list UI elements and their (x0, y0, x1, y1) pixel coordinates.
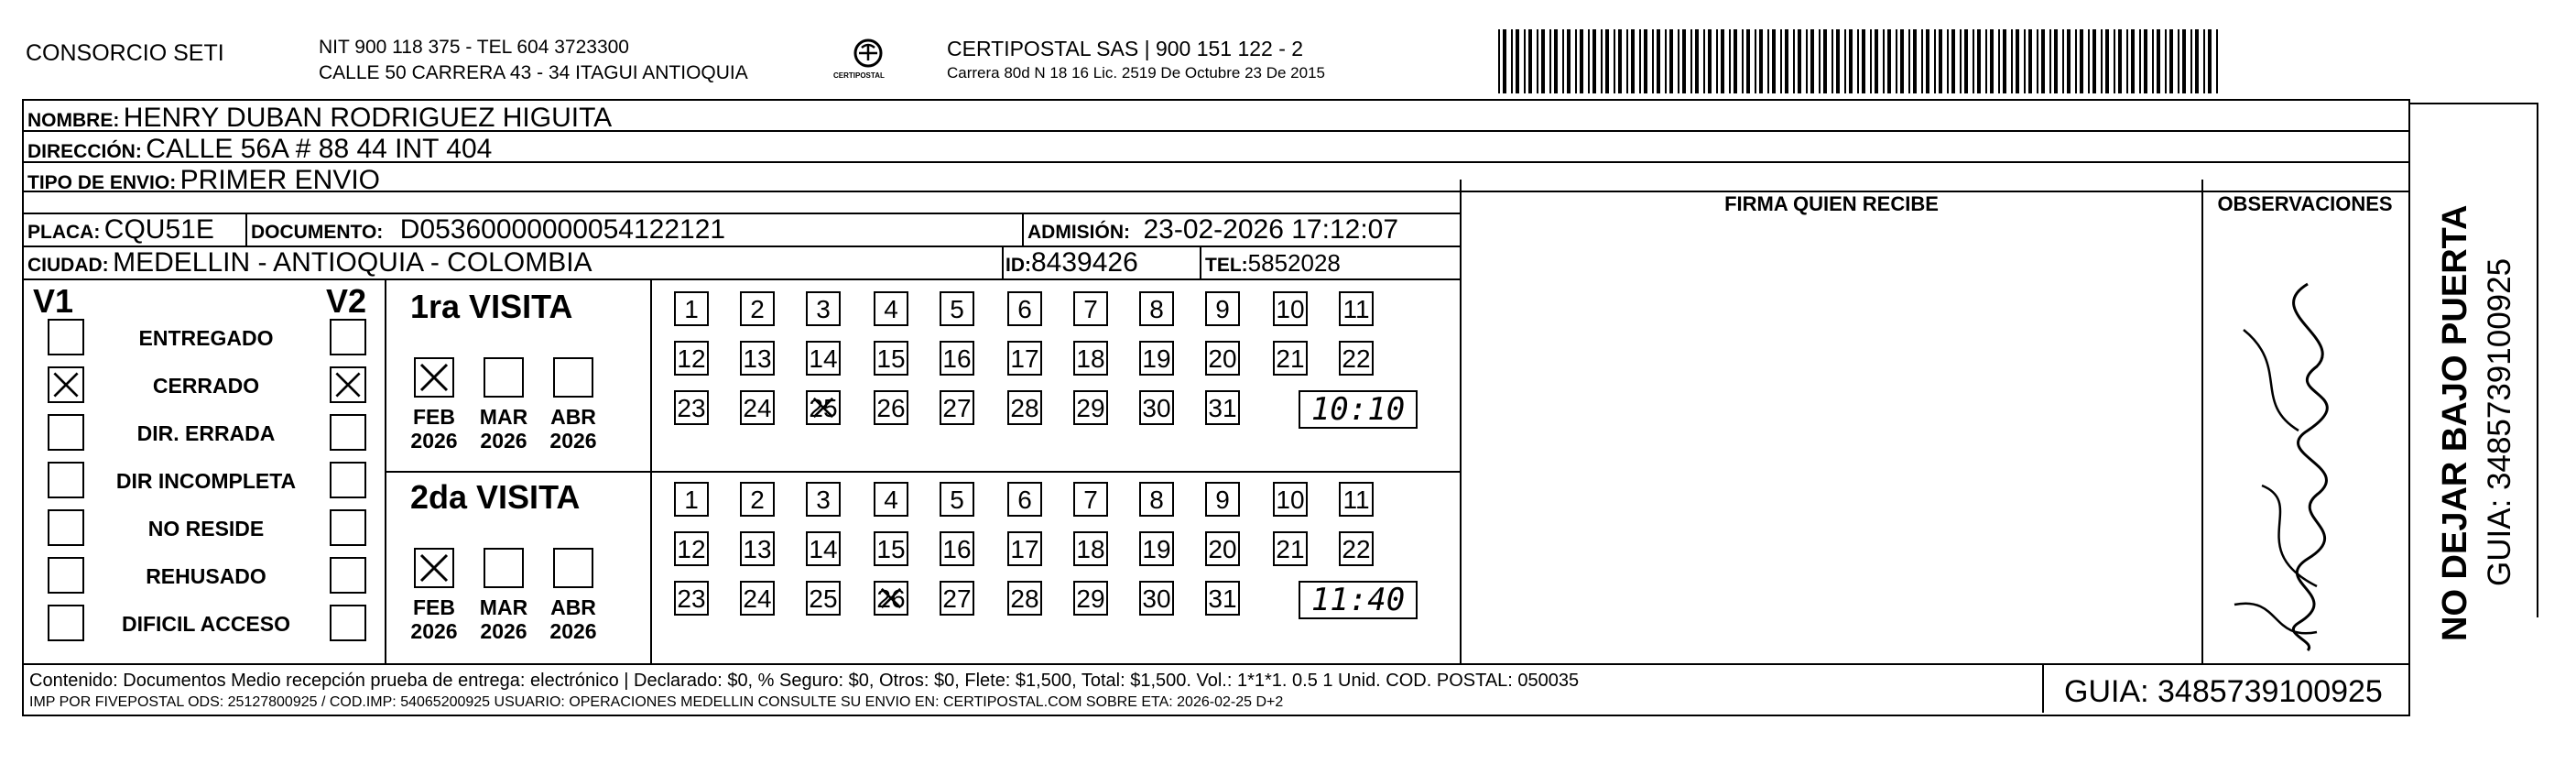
v1-checkbox[interactable] (48, 509, 84, 546)
status-label: ENTREGADO (138, 326, 274, 350)
month-year: 2026 (480, 429, 527, 453)
v2-checkbox[interactable] (330, 509, 366, 546)
day-box[interactable]: 2 (740, 291, 775, 326)
day-box[interactable]: 17 (1007, 531, 1042, 566)
documento-row (251, 214, 725, 246)
direccion-label: DIRECCIÓN: (27, 141, 142, 162)
day-box[interactable]: 1 (674, 291, 709, 326)
month-name: FEB (413, 405, 455, 429)
v2-checkbox[interactable] (330, 414, 366, 451)
day-box[interactable]: 7 (1073, 482, 1108, 517)
signature (2207, 256, 2399, 660)
admision-value: 23-02-2026 17:12:07 (1143, 214, 1399, 245)
day-box[interactable]: 15 (874, 531, 908, 566)
status-label: DIR. ERRADA (136, 421, 276, 445)
day-box[interactable]: 20 (1205, 531, 1240, 566)
month-name: ABR (550, 595, 596, 619)
month-year: 2026 (549, 429, 597, 453)
documento-value: D05360000000054122121 (399, 214, 726, 245)
day-box[interactable]: 4 (874, 291, 908, 326)
status-label: REHUSADO (146, 564, 266, 588)
tel-label: TEL: (1205, 255, 1248, 276)
day-box[interactable]: 30 (1139, 581, 1174, 616)
visit2-title: 2da VISITA (410, 478, 581, 516)
day-box[interactable]: 26 (874, 581, 908, 616)
day-box[interactable]: 21 (1273, 531, 1308, 566)
day-box[interactable]: 13 (740, 341, 775, 376)
day-box[interactable]: 23 (674, 390, 709, 425)
day-box[interactable]: 25 (806, 581, 841, 616)
day-box[interactable]: 25 (806, 390, 841, 425)
day-box[interactable]: 12 (674, 531, 709, 566)
status-label: DIFICIL ACCESO (121, 612, 290, 636)
firma-header: FIRMA QUIEN RECIBE (1724, 192, 1939, 215)
month-name: MAR (479, 595, 528, 619)
ciudad-row (27, 247, 592, 278)
day-box[interactable]: 15 (874, 341, 908, 376)
day-box[interactable]: 24 (740, 390, 775, 425)
placa-value: CQU51E (103, 214, 214, 245)
v1-checkbox[interactable] (48, 319, 84, 355)
month-year: 2026 (549, 619, 597, 643)
day-box[interactable]: 10 (1273, 482, 1308, 517)
day-box[interactable]: 28 (1007, 581, 1042, 616)
day-box[interactable]: 9 (1205, 482, 1240, 517)
day-box[interactable]: 20 (1205, 341, 1240, 376)
v1-checkbox[interactable] (48, 462, 84, 498)
day-box[interactable]: 29 (1073, 581, 1108, 616)
day-box[interactable]: 19 (1139, 531, 1174, 566)
nombre-value: HENRY DUBAN RODRIGUEZ HIGUITA (123, 103, 613, 133)
day-box[interactable]: 28 (1007, 390, 1042, 425)
day-box[interactable]: 14 (806, 341, 841, 376)
month-name: FEB (413, 595, 455, 619)
month-checkbox-feb[interactable] (414, 357, 454, 398)
footer-line2: IMP POR FIVEPOSTAL ODS: 25127800925 / COD.IMP: 54065200925 USUARIO: OPERACIONES MEDELLIN CONSULTE SU ENVIO EN: CERTIPOSTAL.COM SOBRE ETA: 2026-02-25 D+2 (29, 694, 1284, 710)
direccion-value: CALLE 56A # 88 44 INT 404 (146, 134, 493, 164)
month-year: 2026 (410, 619, 458, 643)
company-name: CONSORCIO SETI (26, 40, 224, 66)
month-label (546, 405, 601, 453)
id-row (1005, 247, 1138, 278)
day-box[interactable]: 1 (674, 482, 709, 517)
day-box[interactable]: 26 (874, 390, 908, 425)
nit-line: NIT 900 118 375 - TEL 604 3723300 (319, 37, 629, 58)
status-label: NO RESIDE (147, 517, 265, 540)
tipo-row (27, 165, 380, 196)
month-checkbox-feb[interactable] (414, 548, 454, 588)
month-checkbox-abr[interactable] (553, 357, 593, 398)
tel-row (1205, 249, 1341, 278)
month-checkbox-mar[interactable] (484, 357, 524, 398)
id-value: 8439426 (1031, 247, 1138, 278)
day-box[interactable]: 19 (1139, 341, 1174, 376)
v2-label: V2 (326, 282, 367, 320)
v2-checkbox[interactable] (330, 462, 366, 498)
v1-checkbox[interactable] (48, 605, 84, 641)
day-box[interactable]: 29 (1073, 390, 1108, 425)
certipostal-line: CERTIPOSTAL SAS | 900 151 122 - 2 (947, 37, 1304, 60)
day-box[interactable]: 8 (1139, 291, 1174, 326)
day-box[interactable]: 11 (1339, 482, 1374, 517)
v2-checkbox[interactable] (330, 605, 366, 641)
day-box[interactable]: 24 (740, 581, 775, 616)
id-label: ID: (1005, 255, 1031, 276)
no-dejar-notice: NO DEJAR BAJO PUERTA (2436, 204, 2474, 641)
day-box[interactable]: 21 (1273, 341, 1308, 376)
license-line: Carrera 80d N 18 16 Lic. 2519 De Octubre 23 De 2015 (947, 64, 1325, 82)
day-box[interactable]: 7 (1073, 291, 1108, 326)
day-box[interactable]: 16 (940, 341, 974, 376)
day-box[interactable]: 10 (1273, 291, 1308, 326)
day-box[interactable]: 17 (1007, 341, 1042, 376)
v1-checkbox[interactable] (48, 414, 84, 451)
tel-value: 5852028 (1247, 249, 1341, 277)
day-box[interactable]: 27 (940, 581, 974, 616)
day-box[interactable]: 5 (940, 482, 974, 517)
nombre-row (27, 103, 612, 134)
month-year: 2026 (410, 429, 458, 453)
day-box[interactable]: 5 (940, 291, 974, 326)
day-box[interactable]: 18 (1073, 341, 1108, 376)
admision-label: ADMISIÓN: (1027, 222, 1130, 243)
placa-label: PLACA: (27, 222, 101, 243)
v1-checkbox[interactable] (48, 557, 84, 594)
month-name: ABR (550, 405, 596, 429)
month-label (546, 595, 601, 643)
day-box[interactable]: 4 (874, 482, 908, 517)
day-box[interactable]: 23 (674, 581, 709, 616)
day-box[interactable]: 31 (1205, 390, 1240, 425)
v2-checkbox[interactable] (330, 319, 366, 355)
footer-line1: Contenido: Documentos Medio recepción prueba de entrega: electrónico | Declarado: $0, % Seguro: $0, Otros: $0, Flete: $1,500, Total: $1,500. Vol.: 1*1*1. 0.5 1 Unid. COD. POSTAL: 050035 (29, 671, 1580, 691)
nombre-label: NOMBRE: (27, 110, 120, 131)
visit1-title: 1ra VISITA (410, 288, 573, 325)
day-box[interactable]: 8 (1139, 482, 1174, 517)
observaciones-header: OBSERVACIONES (2217, 192, 2393, 215)
day-box[interactable]: 12 (674, 341, 709, 376)
visit-time: 11:40 (1299, 581, 1418, 619)
day-box[interactable]: 31 (1205, 581, 1240, 616)
admision-row (1027, 214, 1398, 246)
side-guia: GUIA: 3485739100925 (2482, 257, 2517, 586)
day-box[interactable]: 14 (806, 531, 841, 566)
certipostal-logo-icon (831, 33, 905, 88)
day-box[interactable]: 16 (940, 531, 974, 566)
v1-checkbox[interactable] (48, 366, 84, 403)
month-label (476, 405, 531, 453)
placa-row (27, 214, 214, 246)
day-box[interactable]: 30 (1139, 390, 1174, 425)
v1-label: V1 (33, 282, 74, 320)
day-box[interactable]: 6 (1007, 482, 1042, 517)
v2-checkbox[interactable] (330, 557, 366, 594)
tipo-label: TIPO DE ENVIO: (27, 172, 177, 193)
day-box[interactable]: 27 (940, 390, 974, 425)
month-year: 2026 (480, 619, 527, 643)
ciudad-value: MEDELLIN - ANTIOQUIA - COLOMBIA (113, 247, 592, 278)
direccion-row (27, 134, 492, 165)
status-label: DIR INCOMPLETA (115, 469, 297, 493)
day-box[interactable]: 2 (740, 482, 775, 517)
month-label (407, 595, 462, 643)
status-label: CERRADO (152, 374, 260, 398)
month-label (476, 595, 531, 643)
day-box[interactable]: 22 (1339, 531, 1374, 566)
day-box[interactable]: 6 (1007, 291, 1042, 326)
barcode (1498, 29, 2222, 93)
month-label (407, 405, 462, 453)
day-box[interactable]: 22 (1339, 341, 1374, 376)
v2-checkbox[interactable] (330, 366, 366, 403)
ciudad-label: CIUDAD: (27, 255, 109, 276)
day-box[interactable]: 3 (806, 291, 841, 326)
month-name: MAR (479, 405, 528, 429)
address-line: CALLE 50 CARRERA 43 - 34 ITAGUI ANTIOQUIA (319, 62, 748, 83)
day-box[interactable]: 9 (1205, 291, 1240, 326)
logo-text: CERTIPOSTAL (833, 71, 885, 80)
tipo-value: PRIMER ENVIO (179, 165, 381, 195)
day-box[interactable]: 13 (740, 531, 775, 566)
documento-label: DOCUMENTO: (251, 222, 384, 243)
footer-guia: GUIA: 3485739100925 (2064, 674, 2383, 709)
day-box[interactable]: 18 (1073, 531, 1108, 566)
day-box[interactable]: 3 (806, 482, 841, 517)
month-checkbox-abr[interactable] (553, 548, 593, 588)
month-checkbox-mar[interactable] (484, 548, 524, 588)
day-box[interactable]: 11 (1339, 291, 1374, 326)
visit-time: 10:10 (1299, 390, 1418, 429)
